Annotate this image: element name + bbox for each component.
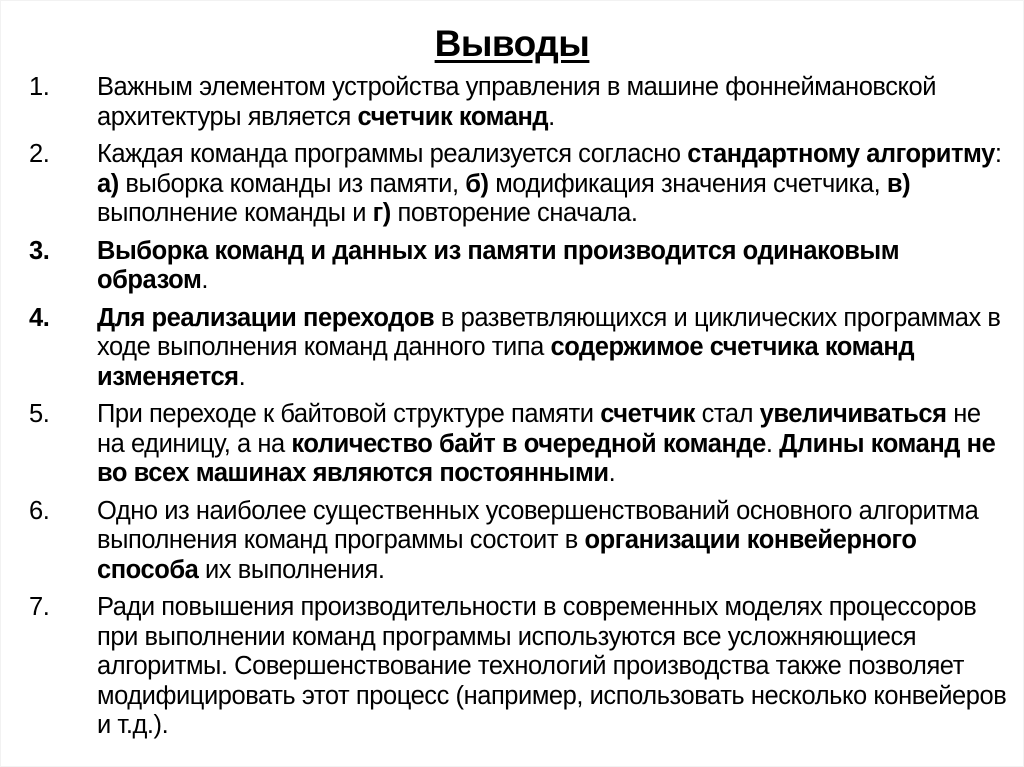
text-segment: .	[201, 266, 209, 294]
item-number: 4.	[29, 303, 50, 332]
emphasized-text: количество байт в очередной команде	[291, 429, 766, 458]
text-segment: выборка команды из памяти,	[118, 169, 466, 198]
item-text	[97, 497, 978, 584]
text-segment: Одно из наиболее существенных усовершенствований основного алгоритма выполнения команд программы состоит в	[97, 496, 979, 554]
text-segment: .	[765, 429, 780, 458]
text-segment: выполнение команды и	[97, 199, 373, 227]
item-number: 7.	[29, 593, 50, 621]
item-number: 5.	[29, 400, 50, 428]
emphasized-text: содержимое счетчика команд изменяется	[97, 333, 915, 391]
text-segment: :	[994, 140, 1002, 168]
text-segment: в разветвляющихся и циклических программах в ходе выполнения команд данного типа	[97, 303, 1001, 361]
emphasized-text: счетчик команд	[357, 102, 549, 131]
item-text	[97, 73, 936, 131]
emphasized-text: увеличиваться	[759, 400, 947, 428]
text-segment: их выполнения.	[198, 555, 385, 584]
text-segment: .	[608, 459, 616, 487]
emphasized-text: в)	[886, 169, 911, 198]
item-number: 1.	[29, 73, 50, 101]
slide-title: Выводы	[434, 23, 590, 64]
text-segment: Ради повышения производительности в современных моделях процессоров при выполнении команд программы используются все усложняющиеся алгоритмы. Совершенствование технологий производства также позволяет модифицировать этот процесс (например, использовать несколько конвейеров и т.д.).	[97, 593, 1007, 739]
text-segment: не на единицу, а на	[97, 400, 981, 458]
list-item	[29, 593, 1009, 741]
list-item	[29, 73, 1009, 132]
list-item	[29, 237, 1009, 296]
emphasized-text: б)	[465, 169, 489, 198]
item-text	[97, 304, 1001, 391]
item-text	[97, 593, 1006, 739]
text-segment: модификация значения счетчика,	[488, 169, 887, 198]
emphasized-text: организации конвейерного способа	[97, 526, 917, 584]
list-item	[29, 140, 1009, 229]
text-segment: повторение сначала.	[390, 199, 638, 227]
emphasized-text: Выборка команд и данных из памяти производится одинаковым образом	[97, 236, 900, 294]
text-segment: .	[548, 102, 555, 131]
list-item	[29, 304, 1009, 393]
emphasized-text: г)	[372, 199, 391, 227]
item-number: 3.	[29, 236, 50, 265]
list-item	[29, 400, 1009, 489]
emphasized-text: Длины команд не во всех машинах являются постоянными	[97, 429, 996, 487]
emphasized-text: а)	[97, 169, 119, 198]
item-text	[97, 140, 1002, 227]
item-text	[97, 400, 995, 487]
item-number: 6.	[29, 496, 50, 525]
text-segment: .	[238, 362, 246, 391]
emphasized-text: счетчик	[600, 400, 695, 428]
item-text	[97, 237, 899, 295]
text-segment: стал	[694, 400, 760, 428]
text-segment: Каждая команда программы реализуется согласно	[97, 140, 688, 168]
item-number: 2.	[29, 140, 50, 168]
emphasized-text: Для реализации переходов	[97, 303, 435, 332]
list-item	[29, 497, 1009, 586]
conclusions-list	[29, 73, 1009, 749]
text-segment: Важным элементом устройства управления в машине фоннеймановской архитектуры является	[97, 73, 937, 131]
emphasized-text: стандартному алгоритму	[687, 140, 995, 168]
text-segment: При переходе к байтовой структуре памяти	[97, 400, 601, 428]
